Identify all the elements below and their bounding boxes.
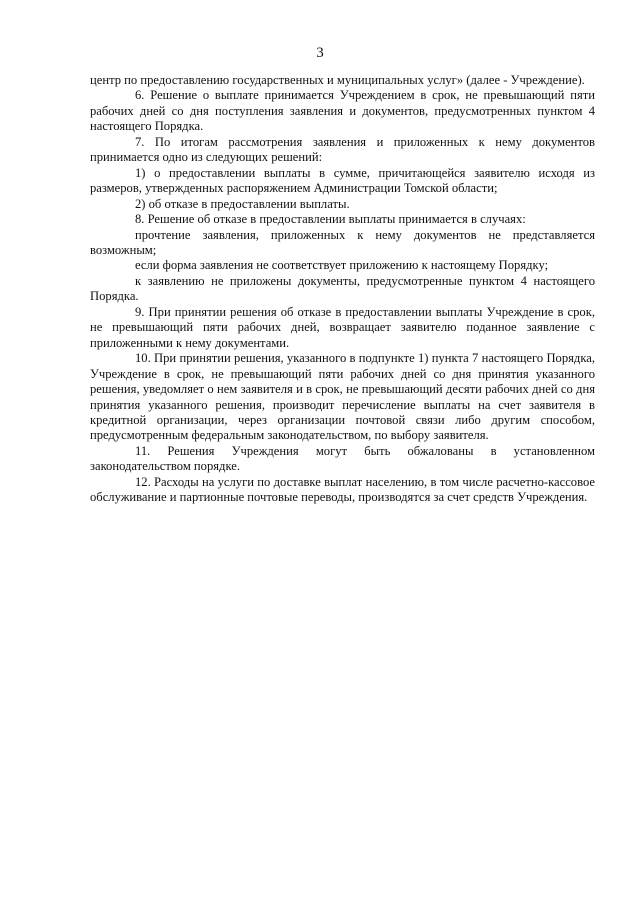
paragraph-7-item-1: 1) о предоставлении выплаты в сумме, причитающейся заявителю исходя из размеров, утвержденных распоряжением Администрации Томской области; xyxy=(90,165,595,196)
paragraph-11: 11. Решения Учреждения могут быть обжалованы в установленном законодательством порядке. xyxy=(90,443,595,474)
paragraph-8-case-3: к заявлению не приложены документы, предусмотренные пунктом 4 настоящего Порядка. xyxy=(90,273,595,304)
paragraph-8-case-2: если форма заявления не соответствует приложению к настоящему Порядку; xyxy=(135,258,549,273)
paragraph-9: 9. При принятии решения об отказе в предоставлении выплаты Учреждение в срок, не превышающий пяти рабочих дней, возвращает заявителю поданное заявление с приложенными к нему документами. xyxy=(90,304,595,350)
paragraph-continuation: центр по предоставлению государственных и муниципальных услуг» (далее - Учреждение). xyxy=(90,73,585,87)
document-body xyxy=(90,73,595,506)
paragraph-8-case-1: прочтение заявления, приложенных к нему документов не представляется возможным; xyxy=(90,227,595,257)
paragraph-10: 10. При принятии решения, указанного в подпункте 1) пункта 7 настоящего Порядка, Учреждение в срок, не превышающий пяти рабочих дней со дня принятия указанного решения, уведомляет о нем заявителя и в срок, не превышающий десяти рабочих дней со дня принятия указанного решения, производит перечисление выплаты на счет заявителя в кредитной организации, через организации почтовой связи либо другим способом, предусмотренным федеральным законодательством, по выбору заявителя. xyxy=(90,351,595,443)
paragraph-8: 8. Решение об отказе в предоставлении выплаты принимается в случаях: xyxy=(135,212,526,227)
paragraph-6: 6. Решение о выплате принимается Учреждением в срок, не превышающий пяти рабочих дней со дня поступления заявления и документов, предусмотренных пунктом 4 настоящего Порядка. xyxy=(90,88,595,134)
paragraph-7: 7. По итогам рассмотрения заявления и приложенных к нему документов принимается одно из следующих решений: xyxy=(90,134,595,165)
paragraph-7-item-2: 2) об отказе в предоставлении выплаты. xyxy=(135,196,350,211)
page-number: 3 xyxy=(316,45,324,61)
paragraph-12: 12. Расходы на услуги по доставке выплат населению, в том числе расчетно-кассовое обслуживание и партионные почтовые переводы, производятся за счет средств Учреждения. xyxy=(90,474,595,505)
